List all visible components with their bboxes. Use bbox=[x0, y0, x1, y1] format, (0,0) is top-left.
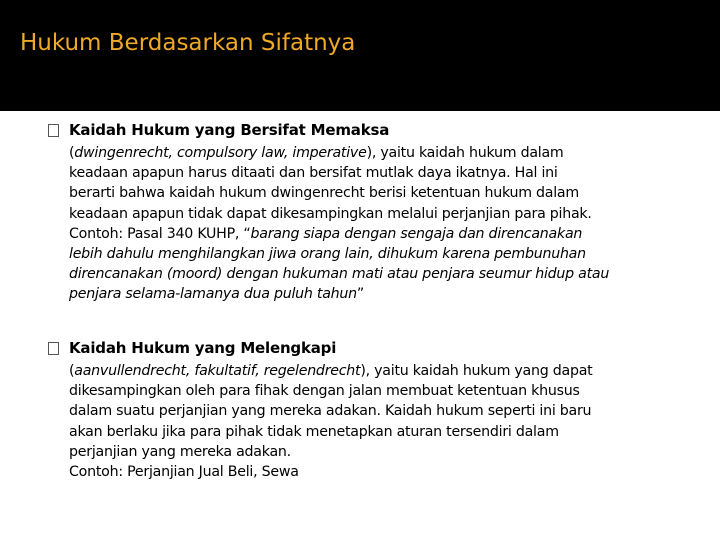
item-body bbox=[69, 143, 695, 305]
text-line: (dwingenrecht, compulsory law, imperative), yaitu kaidah hukum dalam bbox=[69, 145, 564, 161]
example-line: Contoh: Perjanjian Jual Beli, Sewa bbox=[69, 464, 299, 481]
quote-line: direncanakan (moord) dengan hukuman mati atau penjara seumur hidup atau bbox=[69, 266, 610, 283]
closing-quote: ” bbox=[356, 286, 365, 303]
text-line: berarti bahwa kaidah hukum dwingenrecht berisi ketentuan hukum dalam bbox=[69, 185, 579, 202]
legal-terms: aanvullendrecht, fakultatif, regelendrecht bbox=[74, 363, 361, 379]
title-bar bbox=[0, 0, 720, 111]
text-line: keadaan apapun tidak dapat dikesampingkan melalui perjanjian para pihak. bbox=[69, 205, 592, 222]
text-line: dikesampingkan oleh para fihak dengan jalan membuat ketentuan khusus bbox=[69, 383, 580, 400]
text-fragment: ), yaitu kaidah hukum yang dapat bbox=[360, 363, 593, 379]
text-line: dalam suatu perjanjian yang mereka adakan. Kaidah hukum seperti ini baru bbox=[69, 403, 592, 420]
square-bullet-icon bbox=[48, 342, 59, 355]
item-heading: Kaidah Hukum yang Melengkapi bbox=[69, 339, 337, 357]
text-line bbox=[69, 284, 695, 304]
text-fragment: ), yaitu kaidah hukum dalam bbox=[366, 145, 564, 161]
item-heading: Kaidah Hukum yang Bersifat Memaksa bbox=[69, 121, 390, 139]
legal-terms: dwingenrecht, compulsory law, imperative bbox=[74, 145, 367, 161]
text-line bbox=[69, 224, 695, 244]
text-line: (aanvullendrecht, fakultatif, regelendrecht), yaitu kaidah hukum yang dapat bbox=[69, 363, 593, 379]
square-bullet-icon bbox=[48, 124, 59, 137]
quote-line: lebih dahulu menghilangkan jiwa orang lain, dihukum karena pembunuhan bbox=[69, 246, 586, 263]
text-line: keadaan apapun harus ditaati dan bersifat mutlak daya ikatnya. Hal ini bbox=[69, 165, 558, 182]
item-body bbox=[69, 361, 695, 482]
text-line: perjanjian yang mereka adakan. bbox=[69, 443, 291, 460]
quote-line: penjara selama-lamanya dua puluh tahun bbox=[69, 286, 357, 303]
text-line: akan berlaku jika para pihak tidak menetapkan aturan tersendiri dalam bbox=[69, 423, 559, 440]
quote-text: barang siapa dengan sengaja dan direncanakan bbox=[250, 225, 583, 242]
example-label: Contoh: Pasal 340 KUHP, “ bbox=[69, 225, 251, 242]
slide-title: Hukum Berdasarkan Sifatnya bbox=[20, 30, 356, 56]
